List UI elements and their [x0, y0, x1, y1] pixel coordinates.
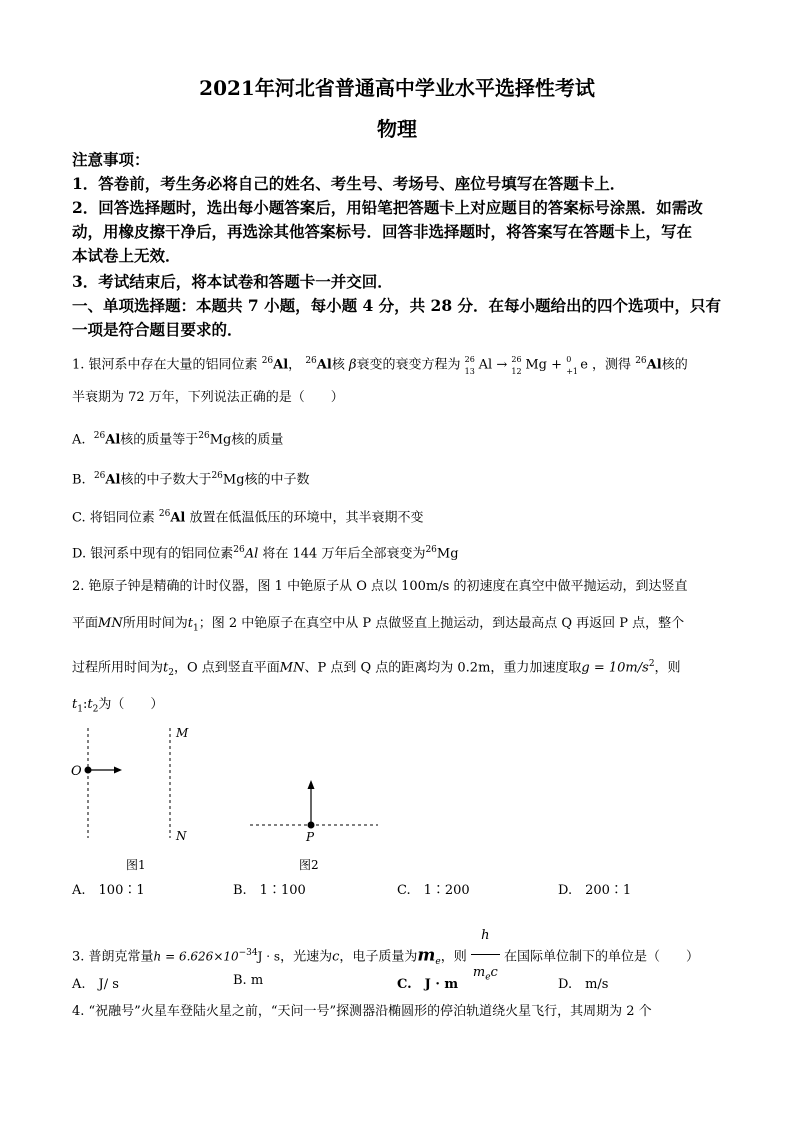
q3-option-c: C. J · m	[397, 977, 459, 992]
q1-option-d: D. 银河系中现有的铝同位素$^{26}$Al 将在 144 万年后全部衰变为$^{26}$Mg	[72, 545, 459, 562]
fig1-caption: 图1	[126, 858, 146, 872]
notice-item-3: 3．考试结束后，将本试卷和答题卡一并交回．	[72, 272, 393, 291]
fig1-label-m: M	[176, 726, 189, 740]
q3-option-a: A. J/ s	[72, 977, 119, 992]
positron: 0 +1	[566, 355, 578, 377]
q2-stem-line-3: 过程所用时间为$t_2$，O 点到竖直平面MN、P 点到 Q 点的距离均为 0.2m，重力加速度取$g = 10m/s^2$，则	[72, 659, 681, 678]
fig1-arrow-head	[114, 767, 122, 774]
notice-item-2-line-1: 2．回答选择题时，选出每小题答案后，用铅笔把答题卡上对应题目的答案标号涂黑．如需改	[72, 198, 703, 217]
mg-nuclide: 26 12	[511, 355, 522, 377]
al-nuclide: 26 13	[464, 355, 475, 377]
q3-option-d: D. m/s	[558, 977, 609, 992]
q2-stem-line-4: $t_1:t_2$为（ ）	[72, 697, 164, 715]
section-1-line-1: 一、单项选择题：本题共 7 小题，每小题 4 分，共 28 分．在每小题给出的四个选项中，只有	[72, 296, 722, 315]
q2-figures	[60, 722, 400, 872]
q3-option-b: B. m	[233, 973, 264, 988]
q1-option-a: A. $^{26}$Al核的质量等于$^{26}$Mg核的质量	[72, 431, 284, 448]
q3-fraction: $\frac{h}{m_ec}$	[471, 918, 500, 996]
q1-option-c: C. 将铝同位素 $^{26}$Al 放置在低温低压的环境中，其半衰期不变	[72, 509, 424, 526]
fig2-caption: 图2	[299, 858, 319, 872]
q2-option-a: A. 100∶1	[72, 883, 145, 898]
fig2-label-p: P	[306, 830, 315, 844]
q3-stem: 3. 普朗克常量$h = 6.626\times 10^{-34}J \cdot s$，光速为c，电子质量为$m_e$，则 $\frac{h}{m_ec}$ 在国际单位制下的单位是（ ）	[72, 918, 699, 996]
q4-stem-line-1: 4. “祝融号”火星车登陆火星之前，“天问一号”探测器沿椭圆形的停泊轨道绕火星飞行，其周期为 2 个	[72, 1004, 652, 1019]
q2-stem-line-1: 2. 铯原子钟是精确的计时仪器，图 1 中铯原子从 O 点以 100m/s 的初速度在真空中做平抛运动，到达竖直	[72, 579, 688, 594]
notice-item-2-line-2: 动，用橡皮擦干净后，再选涂其他答案标号．回答非选择题时，将答案写在答题卡上，写在	[72, 222, 693, 241]
notice-item-1: 1．答卷前，考生务必将自己的姓名、考生号、考场号、座位号填写在答题卡上．	[72, 174, 626, 193]
q1-option-b: B. $^{26}$Al核的中子数大于$^{26}$Mg核的中子数	[72, 471, 310, 488]
fig2-arrow-head	[308, 780, 315, 789]
fig1-label-n: N	[176, 829, 187, 843]
q2-option-d: D. 200∶1	[558, 883, 632, 898]
notice-item-2-line-3: 本试卷上无效．	[72, 246, 181, 265]
q1-stem-line-2: 半衰期为 72 万年，下列说法正确的是（ ）	[72, 390, 344, 405]
q2-option-c: C. 1∶200	[397, 883, 470, 898]
exam-title: 2021年河北省普通高中学业水平选择性考试	[199, 76, 595, 100]
section-1-line-2: 一项是符合题目要求的．	[72, 320, 243, 339]
q2-stem-line-2: 平面MN所用时间为$t_1$；图 2 中铯原子在真空中从 P 点做竖直上抛运动，到达最高点 Q 再返回 P 点，整个	[72, 616, 685, 634]
subject-title: 物理	[377, 117, 417, 141]
fig1-label-o: O	[71, 764, 82, 779]
q2-option-b: B. 1∶100	[233, 883, 306, 898]
notice-heading: 注意事项：	[72, 150, 150, 169]
q1-stem-line-1: 1. 银河系中存在大量的铝同位素 $^{26}$Al， $^{26}$Al核 β衰变的衰变方程为 26 13 Al → 26 12 Mg + 0 +1 e ，测得 $^{26}$Al核的	[72, 355, 688, 377]
